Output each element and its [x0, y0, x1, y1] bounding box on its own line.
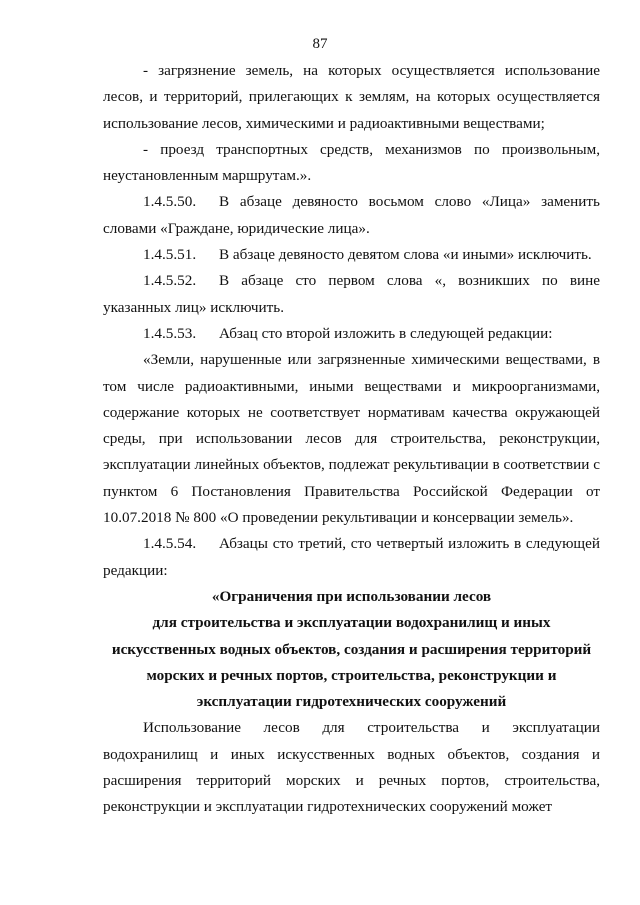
- heading-line: эксплуатации гидротехнических сооружений: [196, 693, 507, 711]
- paragraph: [103, 137, 600, 190]
- paragraph: [103, 347, 600, 531]
- document-body: [103, 58, 600, 821]
- heading-line: искусственных водных объектов, создания и расширения территорий: [111, 640, 592, 658]
- page-number: 87: [312, 36, 328, 52]
- paragraph-text: В абзаце девяносто девятом слова «и иными» исключить.: [219, 246, 592, 264]
- paragraph: [103, 321, 600, 347]
- paragraph: [103, 189, 600, 242]
- clause-number: 1.4.5.52.: [143, 272, 197, 290]
- paragraph: [103, 715, 600, 820]
- section-heading: [103, 584, 600, 715]
- paragraph-text: «Земли, нарушенные или загрязненные химическими веществами, в том числе радиоактивными, иными веществами и микроорганизмами, содержание которых не соответствует нормативам качества окружающей среды, при использовании лесов для строительства, реконструкции, эксплуатации линейных объектов, подлежат рекультивации в соответствии с пунктом 6 Постановления Правительства Российской Федерации от 10.07.2018 № 800 «О проведении рекультивации и консервации земель».: [103, 351, 600, 527]
- paragraph: [103, 531, 600, 584]
- paragraph-text: Абзац сто второй изложить в следующей редакции:: [219, 324, 553, 342]
- heading-line: для строительства и эксплуатации водохранилищ и иных: [152, 614, 551, 632]
- heading-line: «Ограничения при использовании лесов: [211, 587, 492, 605]
- paragraph-text: В абзаце девяносто восьмом слово «Лица» заменить словами «Граждане, юридические лица».: [103, 193, 600, 237]
- paragraph-text: Абзацы сто третий, сто четвертый изложить в следующей редакции:: [103, 535, 600, 579]
- paragraph-text: - проезд транспортных средств, механизмов по произвольным, неустановленным маршрутам.».: [103, 140, 600, 185]
- clause-number: 1.4.5.53.: [143, 324, 197, 342]
- clause-number: 1.4.5.50.: [143, 193, 197, 211]
- paragraph: [103, 58, 600, 137]
- paragraph: [103, 268, 600, 321]
- paragraph-text: В абзаце сто первом слова «, возникших по вине указанных лиц» исключить.: [103, 272, 600, 316]
- paragraph: [103, 242, 600, 268]
- heading-line: морских и речных портов, строительства, реконструкции и: [146, 666, 557, 684]
- paragraph-text: - загрязнение земель, на которых осуществляется использование лесов, и территорий, прилегающих к землям, на которых осуществляется использование лесов, химическими и радиоактивными веществами;: [103, 62, 600, 132]
- clause-number: 1.4.5.51.: [143, 246, 197, 264]
- clause-number: 1.4.5.54.: [143, 535, 197, 553]
- paragraph-text: Использование лесов для строительства и эксплуатации водохранилищ и иных искусственных водных объектов, создания и расширения территорий морских и речных портов, строительства, реконструкции и эксплуатации гидротехнических сооружений может: [103, 719, 600, 816]
